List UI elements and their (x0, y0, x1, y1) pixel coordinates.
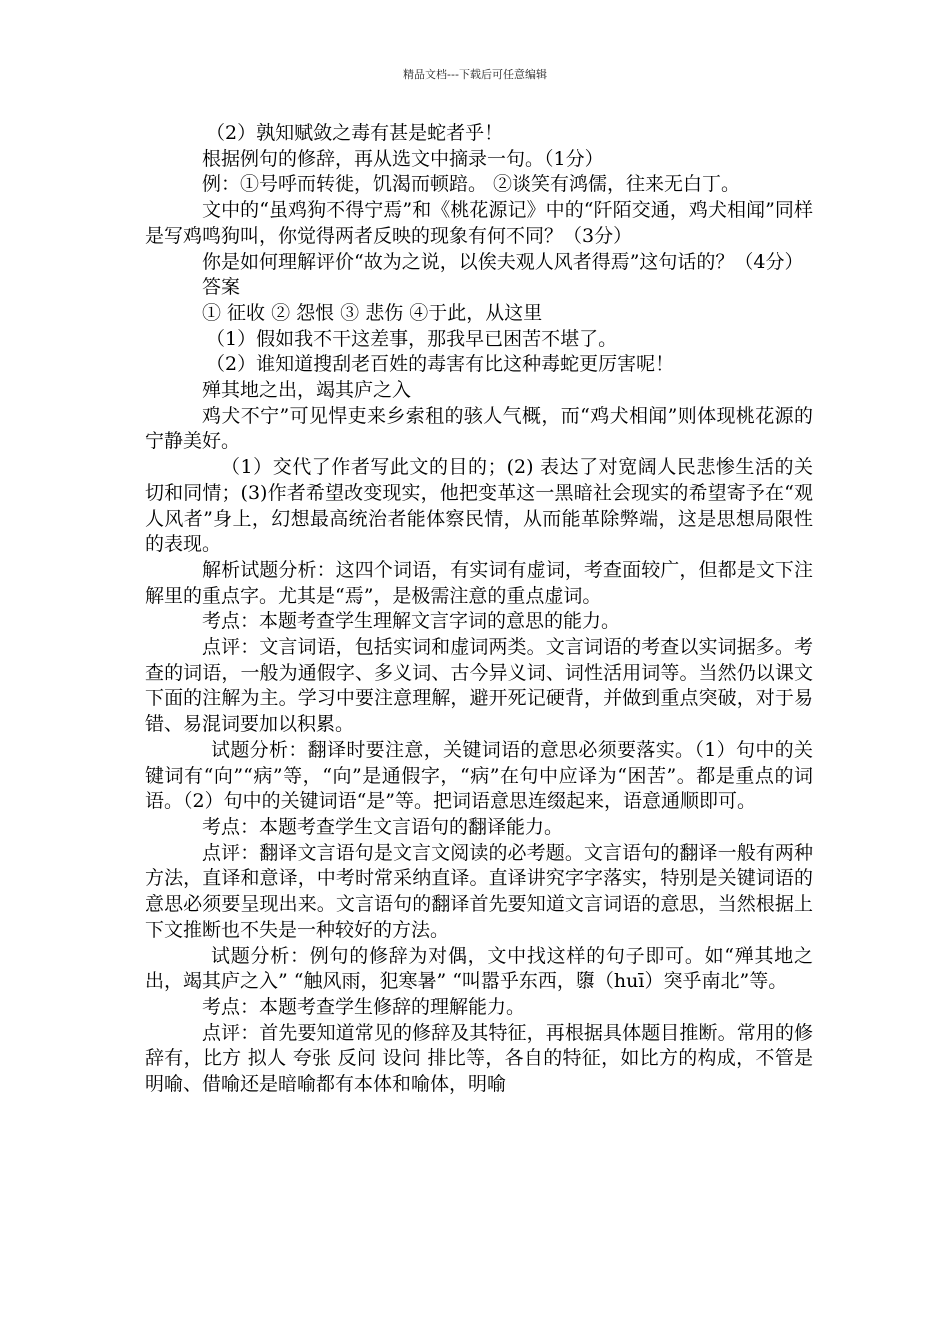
paragraph: 解析试题分析：这四个词语，有实词有虚词，考查面较广，但都是文下注解里的重点字。尤其是“焉”，是极需注意的重点虚词。 (145, 558, 813, 607)
paragraph: 文中的“虽鸡狗不得宁焉”和《桃花源记》中的“阡陌交通，鸡犬相闻”同样是写鸡鸣狗叫，你觉得两者反映的现象有何不同？（3分） (145, 199, 813, 247)
paragraph: （2）谁知道搜刮老百姓的毒害有比这种毒蛇更厉害呢！ (206, 353, 675, 376)
paragraph: 你是如何理解评价“故为之说，以俟夫观人风者得焉”这句话的？（4分） (202, 250, 804, 273)
paragraph: 考点：本题考查学生文言语句的翻译能力。 (202, 815, 564, 838)
paragraph: 根据例句的修辞，再从选文中摘录一句。（1分） (202, 147, 604, 170)
paragraph: 鸡犬不宁”可见悍吏来乡索租的骇人气概，而“鸡犬相闻”则体现桃花源的宁静美好。 (145, 404, 813, 453)
paragraph: 答案 (202, 276, 241, 299)
paragraph: 试题分析：例句的修辞为对偶，文中找这样的句子即可。如“殚其地之出，竭其庐之入” “触风雨，犯寒暑” “叫嚣乎东西，隳（huī）突乎南北”等。 (145, 944, 813, 993)
document-body (145, 121, 813, 1098)
paragraph: （2）孰知赋敛之毒有甚是蛇者乎！ (206, 122, 504, 144)
paragraph: 考点：本题考查学生修辞的理解能力。 (202, 995, 526, 1018)
paragraph: ① 征收 ② 怨恨 ③ 悲伤 ④于此，从这里 (202, 301, 543, 324)
paragraph: 殚其地之出，竭其庐之入 (202, 379, 412, 402)
page-header: 精品文档---下载后可任意编辑 (403, 68, 547, 81)
paragraph: （1）假如我不干这差事，那我早已困苦不堪了。 (206, 327, 618, 350)
paragraph: 试题分析：翻译时要注意，关键词语的意思必须要落实。（1）句中的关键词有“向”“病”等，“向”是通假字，“病”在句中应译为“困苦”。都是重点的词语。（2）句中的关键词语“是”等。把词语意思连缀起来，语意通顺即可。 (145, 738, 813, 813)
paragraph: （1）交代了作者写此文的目的；(2) 表达了对宽阔人民悲惨生活的关切和同情；(3)作者希望改变现实，他把变革这一黑暗社会现实的希望寄予在“观人风者”身上，幻想最高统治者能体察民情，从而能革除弊端，这是思想局限性的表现。 (145, 456, 813, 556)
paragraph: 点评：文言词语，包括实词和虚词两类。文言词语的考查以实词据多。考查的词语，一般为通假字、多义词、古今异义词、词性活用词等。当然仍以课文下面的注解为主。学习中要注意理解，避开死记硬背，并做到重点突破，对于易错、易混词要加以积累。 (145, 636, 813, 736)
paragraph: 点评：首先要知道常见的修辞及其特征，再根据具体题目推断。常用的修辞有，比方 拟人 夸张 反问 设问 排比等，各自的特征，如比方的构成，不管是明喻、借喻还是暗喻都有本体和喻体，明喻 (145, 1021, 813, 1096)
paragraph: 考点：本题考查学生理解文言字词的意思的能力。 (202, 610, 621, 633)
paragraph: 点评：翻译文言语句是文言文阅读的必考题。文言语句的翻译一般有两种方法，直译和意译，中考时常采纳直译。直译讲究字字落实，特别是关键词语的意思必须要呈现出来。文言语句的翻译首先要知道文言词语的意思，当然根据上下文推断也不失是一种较好的方法。 (145, 841, 813, 941)
paragraph: 例：①号呼而转徙，饥渴而顿踣。 ②谈笑有鸿儒，往来无白丁。 (202, 173, 741, 196)
